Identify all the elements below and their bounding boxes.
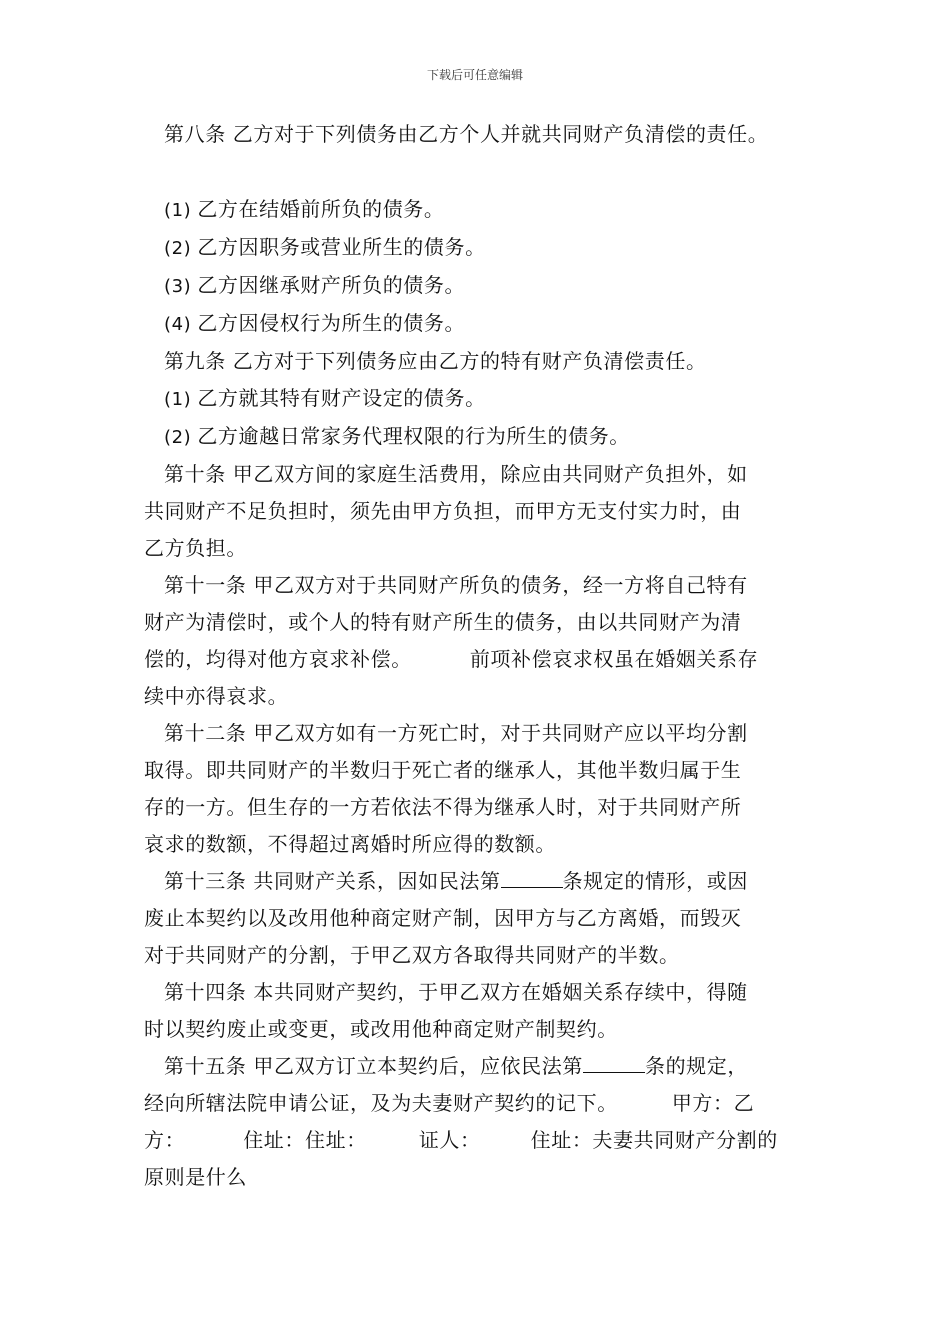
article-13-line (144, 863, 808, 900)
document-body (144, 116, 808, 1196)
article-13-line: 对于共同财产的分割，于甲乙双方各取得共同财产的半数。 (144, 943, 680, 967)
article-12-line: 第十二条 甲乙双方如有一方死亡时，对于共同财产应以平均分割 (164, 721, 748, 745)
article-13-line: 废止本契约以及改用他种商定财产制，因甲方与乙方离婚，而毁灭 (144, 906, 742, 930)
article-15-line (144, 1122, 808, 1159)
article-15-text: 条的规定， (644, 1054, 748, 1078)
article-10-line: 第十条 甲乙双方间的家庭生活费用，除应由共同财产负担外，如 (164, 462, 748, 486)
article-14-line: 时以契约废止或变更，或改用他种商定财产制契约。 (144, 1017, 618, 1041)
page-header: 下载后可任意编辑 (426, 68, 523, 82)
signature-party-a-label: 甲方：乙 (671, 1091, 755, 1115)
article-11-text: 前项补偿哀求权虽在婚姻关系存 (469, 647, 759, 671)
fill-in-blank (501, 869, 563, 888)
list-text: 乙方在结婚前所负的债务。 (197, 197, 445, 221)
article-13-text: 条规定的情形，或因 (562, 869, 748, 893)
list-item (144, 229, 808, 267)
article-15-text: 第十五条 甲乙双方订立本契约后，应依民法第 (164, 1054, 583, 1078)
article-12-line: 哀求的数额，不得超过离婚时所应得的数额。 (144, 832, 556, 856)
list-text: 乙方因侵权行为所生的债务。 (197, 311, 466, 335)
list-number: (2) (164, 238, 192, 259)
article-11-line: 财产为清偿时，或个人的特有财产所生的债务，由以共同财产为清 (144, 610, 742, 634)
article-11-line: 第十一条 甲乙双方对于共同财产所负的债务，经一方将自己特有 (164, 573, 748, 597)
article-10-line: 乙方负担。 (144, 536, 247, 560)
signature-party-b-label: 方： (144, 1128, 186, 1152)
list-item (144, 305, 808, 343)
article-9-title: 第九条 乙方对于下列债务应由乙方的特有财产负清偿责任。 (164, 349, 707, 373)
article-11-line (144, 641, 808, 678)
article-12-line: 存的一方。但生存的一方若依法不得为继承人时，对于共同财产所 (144, 795, 742, 819)
list-text: 乙方就其特有财产设定的债务。 (197, 386, 486, 410)
list-item (144, 191, 808, 229)
article-8-title: 第八条 乙方对于下列债务由乙方个人并就共同财产负清偿的责任。 (164, 122, 769, 146)
list-text: 乙方逾越日常家务代理权限的行为所生的债务。 (197, 424, 630, 448)
article-13-text: 第十三条 共同财产关系，因如民法第 (164, 869, 501, 893)
list-number: (3) (164, 276, 192, 297)
list-number: (1) (164, 200, 192, 221)
article-14-line: 第十四条 本共同财产契约，于甲乙双方在婚姻关系存续中，得随 (164, 980, 748, 1004)
article-12-line: 取得。即共同财产的半数归于死亡者的继承人，其他半数归属于生 (144, 758, 742, 782)
article-15-line (144, 1085, 808, 1122)
article-15-line: 原则是什么 (144, 1165, 247, 1189)
list-item (144, 418, 808, 456)
article-11-line: 续中亦得哀求。 (144, 684, 289, 708)
list-item (144, 267, 808, 305)
list-text: 乙方因继承财产所负的债务。 (197, 273, 466, 297)
article-15-text: 经向所辖法院申请公证，及为夫妻财产契约的记下。 (144, 1091, 618, 1115)
witness-label: 证人： (418, 1128, 481, 1152)
list-item (144, 380, 808, 418)
list-number: (2) (164, 427, 192, 448)
article-15-line (144, 1048, 808, 1085)
article-15-text: 住址：夫妻共同财产分割的 (530, 1128, 778, 1152)
article-10-line: 共同财产不足负担时，须先由甲方负担，而甲方无支付实力时，由 (144, 499, 742, 523)
address-labels: 住址：住址： (243, 1128, 367, 1152)
article-11-text: 偿的，均得对他方哀求补偿。 (144, 647, 412, 671)
list-number: (1) (164, 389, 192, 410)
list-number: (4) (164, 314, 192, 335)
fill-in-blank (583, 1054, 645, 1073)
list-text: 乙方因职务或营业所生的债务。 (197, 235, 486, 259)
